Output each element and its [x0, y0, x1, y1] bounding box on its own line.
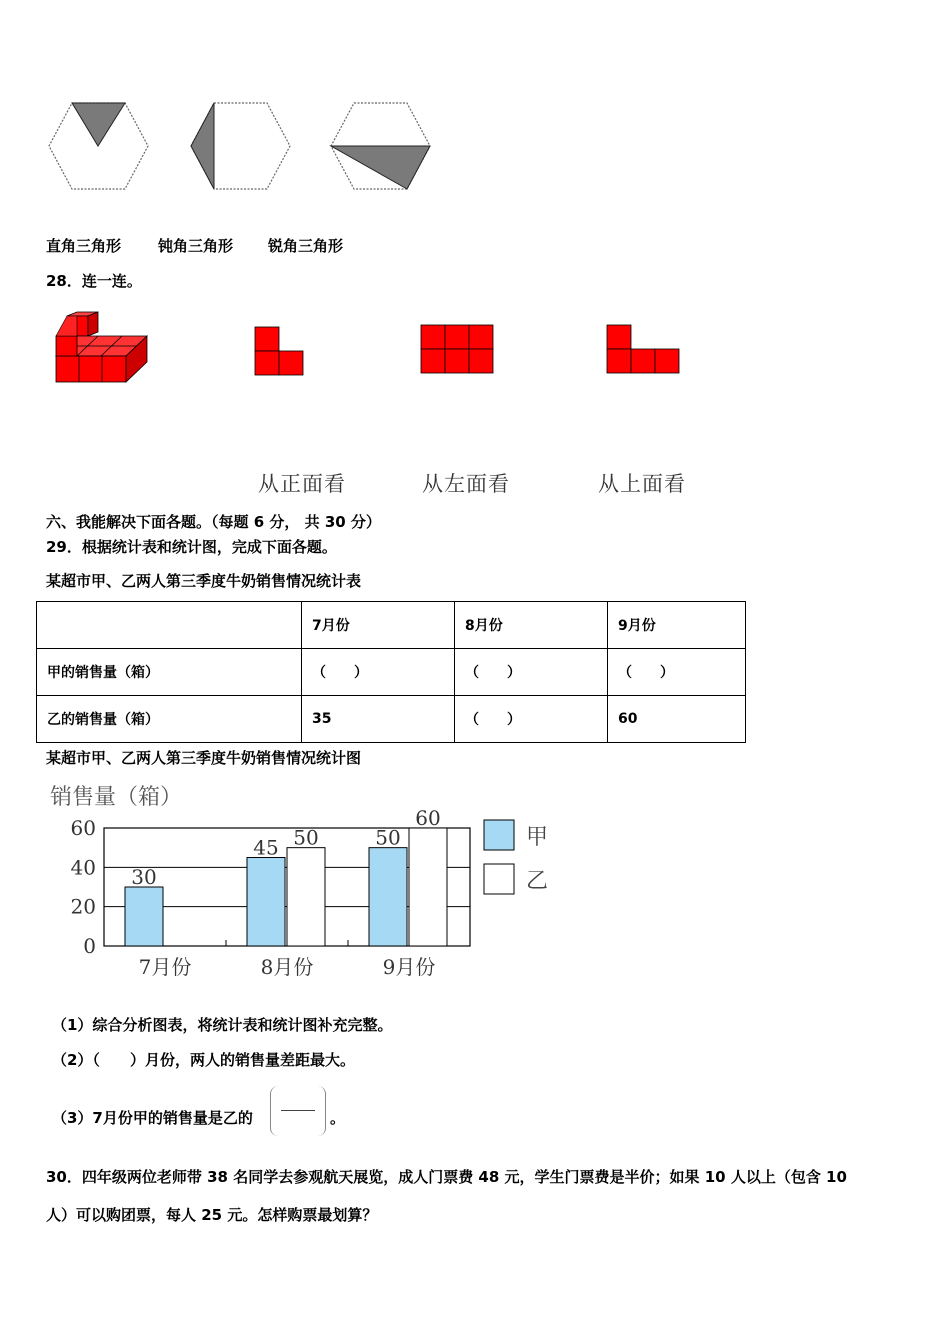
data-label: 50	[293, 825, 319, 850]
triangle-option-obtuse: 钝角三角形	[158, 237, 234, 255]
table-header-row	[37, 602, 746, 649]
table-cell: 甲的销售量（箱）	[37, 649, 302, 696]
view-label-left: 从左面看	[422, 472, 510, 496]
bar-乙-9月份	[409, 828, 447, 946]
table-cell: （ ）	[455, 649, 608, 696]
sales-table	[36, 601, 746, 743]
bar-甲-9月份	[369, 848, 407, 946]
legend-swatch-甲	[484, 820, 514, 850]
y-tick-label: 20	[70, 894, 96, 919]
section-6-title: 六、我能解决下面各题。（每题 6 分， 共 30 分）	[46, 513, 381, 531]
bar-甲-7月份	[125, 887, 163, 946]
fraction-bar	[281, 1110, 315, 1111]
view-shape-a	[254, 326, 306, 378]
y-tick-label: 60	[70, 816, 96, 840]
x-tick-label: 9月份	[382, 955, 436, 979]
data-label: 45	[253, 835, 279, 860]
view-shape-b	[420, 324, 496, 376]
table-cell: （ ）	[302, 649, 455, 696]
triangle-option-acute: 锐角三角形	[268, 237, 344, 255]
question-30-line-1: 30．四年级两位老师带 38 名同学去参观航天展览，成人门票费 48 元，学生门票费是半价；如果 10 人以上（包含 10	[46, 1168, 847, 1186]
legend-label: 甲	[526, 825, 549, 850]
sub-question-3-end: 。	[330, 1109, 346, 1127]
data-label: 50	[375, 825, 401, 850]
hexagon-obtuse-triangle-figure	[188, 100, 293, 192]
question-28-title: 28．连一连。	[46, 272, 142, 290]
table-header-cell: 7月份	[302, 602, 455, 649]
table-cell: 60	[608, 696, 746, 743]
chart-ylabel: 销售量（箱）	[50, 785, 183, 810]
bar-乙-8月份	[287, 848, 325, 946]
legend-label: 乙	[526, 869, 549, 894]
fraction-answer-box[interactable]	[270, 1086, 326, 1136]
x-tick-label: 7月份	[138, 955, 192, 979]
x-tick-label: 8月份	[260, 955, 314, 979]
sales-bar-chart	[40, 780, 560, 990]
table-row	[37, 649, 746, 696]
table-row	[37, 696, 746, 743]
bar-甲-8月份	[247, 858, 285, 947]
sub-question-1: （1）综合分析图表，将统计表和统计图补充完整。	[52, 1016, 393, 1034]
triangle-option-right: 直角三角形	[46, 237, 122, 255]
legend-swatch-乙	[484, 864, 514, 894]
question-30-line-2: 人）可以购团票，每人 25 元。怎样购票最划算？	[46, 1206, 378, 1224]
table-title: 某超市甲、乙两人第三季度牛奶销售情况统计表	[46, 572, 362, 590]
y-tick-label: 40	[70, 855, 96, 880]
cube-solid-figure	[52, 312, 152, 386]
table-header-cell	[37, 602, 302, 649]
view-label-front: 从正面看	[258, 472, 346, 496]
table-cell: （ ）	[455, 696, 608, 743]
chart-title: 某超市甲、乙两人第三季度牛奶销售情况统计图	[46, 749, 362, 767]
hexagon-right-triangle-figure	[46, 100, 151, 192]
data-label: 30	[131, 865, 157, 889]
data-label: 60	[415, 806, 441, 830]
table-cell: 乙的销售量（箱）	[37, 696, 302, 743]
sub-question-3: （3）7月份甲的销售量是乙的	[52, 1109, 253, 1127]
view-label-top: 从上面看	[598, 472, 686, 496]
table-cell: （ ）	[608, 649, 746, 696]
question-29-title: 29．根据统计表和统计图，完成下面各题。	[46, 538, 337, 556]
hexagon-acute-triangle-figure	[328, 100, 433, 192]
table-cell: 35	[302, 696, 455, 743]
y-tick-label: 0	[83, 934, 96, 958]
sub-question-2: （2）（ ）月份，两人的销售量差距最大。	[52, 1051, 355, 1069]
view-shape-c	[606, 324, 682, 376]
table-header-cell: 9月份	[608, 602, 746, 649]
table-header-cell: 8月份	[455, 602, 608, 649]
